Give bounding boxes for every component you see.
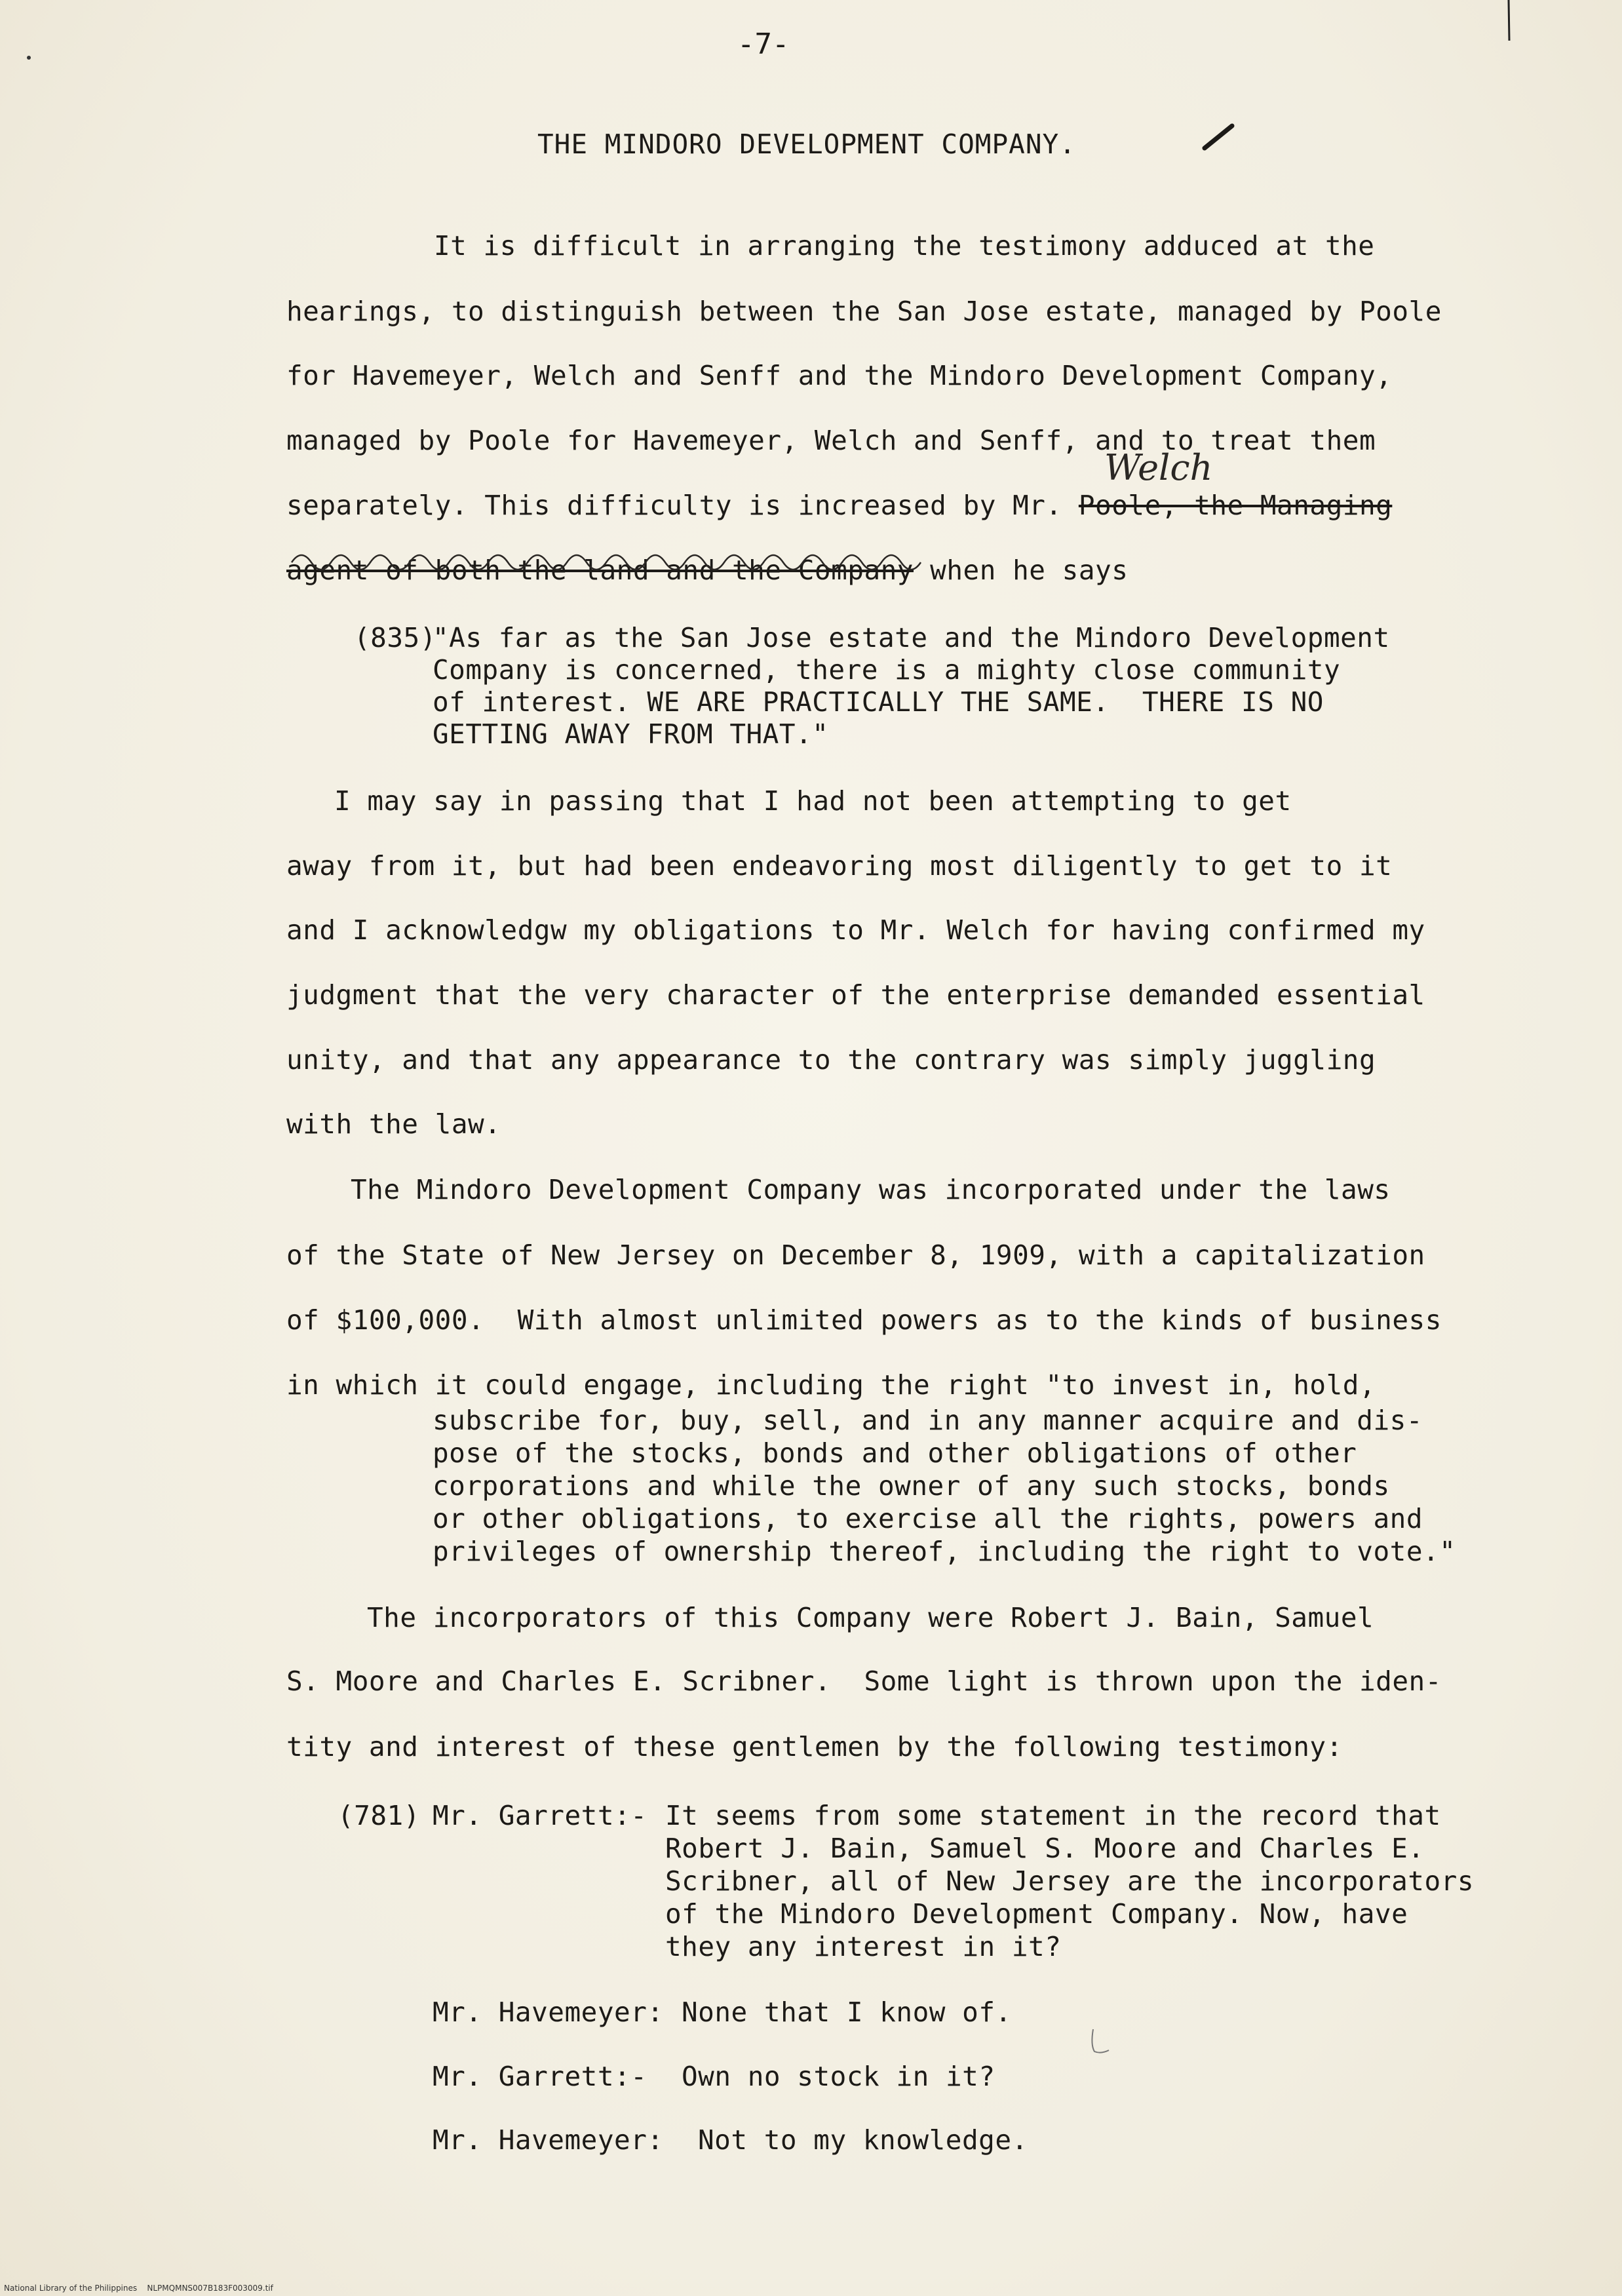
- archive-footer: National Library of the Philippines NLPMQMNS007B183F003009.tif: [4, 2284, 273, 2293]
- para2-line-4: judgment that the very character of the enterprise demanded essential: [286, 979, 1425, 1011]
- para3-line-3: of $100,000. With almost unlimited powers as to the kinds of business: [286, 1304, 1442, 1336]
- testimony-q1-speaker: Mr. Garrett:-: [433, 1800, 647, 1831]
- testimony-q1-line-2: Robert J. Bain, Samuel S. Moore and Charles E.: [665, 1833, 1425, 1864]
- corner-dot: [25, 54, 33, 62]
- quote1-line-4: GETTING AWAY FROM THAT.": [433, 718, 829, 750]
- testimony-q2-text: Own no stock in it?: [682, 2061, 995, 2092]
- page-number: -7-: [737, 28, 790, 61]
- quote1-line-2: Company is concerned, there is a mighty close community: [433, 654, 1341, 686]
- testimony-a2-speaker: Mr. Havemeyer:: [433, 2124, 664, 2156]
- para1-line-6-end: when he says: [914, 555, 1129, 586]
- para3-line-4: in which it could engage, including the right "to invest in, hold,: [286, 1369, 1376, 1401]
- testimony-q1-line-4: of the Mindoro Development Company. Now, have: [665, 1898, 1408, 1930]
- testimony-a2-text: Not to my knowledge.: [698, 2124, 1028, 2156]
- para4-line-1: The incorporators of this Company were Robert J. Bain, Samuel: [367, 1602, 1374, 1633]
- para3-quote-line-3: corporations and while the owner of any such stocks, bonds: [433, 1470, 1390, 1502]
- quote1-line-3: of interest. WE ARE PRACTICALLY THE SAME. THERE IS NO: [433, 686, 1324, 718]
- testimony-q1-line-3: Scribner, all of New Jersey are the incorporators: [665, 1865, 1475, 1897]
- para1-line-5: [286, 489, 1392, 522]
- handwritten-scribble: [288, 543, 931, 575]
- para1-line-1: It is difficult in arranging the testimony adduced at the: [434, 230, 1375, 262]
- para3-quote-line-1: subscribe for, buy, sell, and in any manner acquire and dis-: [433, 1405, 1423, 1436]
- handwritten-welch: Welch: [1104, 447, 1213, 488]
- para4-line-3: tity and interest of these gentlemen by the following testimony:: [286, 1731, 1343, 1762]
- para1-line-4: managed by Poole for Havemeyer, Welch and Senff, and to treat them: [286, 425, 1376, 456]
- para2-line-5: unity, and that any appearance to the contrary was simply juggling: [286, 1044, 1376, 1076]
- para1-line-5-start: separately. This difficulty is increased by Mr.: [286, 490, 1079, 521]
- para2-line-6: with the law.: [286, 1108, 501, 1140]
- testimony-a1-text: None that I know of.: [682, 1996, 1012, 2028]
- para2-line-1: I may say in passing that I had not been attempting to get: [334, 785, 1292, 817]
- para3-quote-line-5: privileges of ownership thereof, including the right to vote.": [433, 1536, 1456, 1567]
- document-title: THE MINDORO DEVELOPMENT COMPANY.: [537, 128, 1076, 160]
- para2-line-2: away from it, but had been endeavoring most diligently to get to it: [286, 850, 1393, 882]
- para3-quote-line-4: or other obligations, to exercise all the rights, powers and: [433, 1503, 1423, 1534]
- testimony-q1-line-5: they any interest in it?: [665, 1931, 1062, 1962]
- para1-line-2: hearings, to distinguish between the San Jose estate, managed by Poole: [286, 296, 1442, 327]
- edge-mark: [1502, 0, 1515, 46]
- para2-line-3: and I acknowledgw my obligations to Mr. Welch for having confirmed my: [286, 914, 1425, 946]
- para1-line-3: for Havemeyer, Welch and Senff and the Mindoro Development Company,: [286, 360, 1393, 391]
- para4-line-2: S. Moore and Charles E. Scribner. Some light is thrown upon the iden-: [286, 1665, 1442, 1697]
- quote1-ref: (835): [354, 622, 436, 653]
- testimony-q1-line-1: It seems from some statement in the record that: [665, 1800, 1441, 1831]
- testimony-ref: (781): [338, 1800, 420, 1831]
- testimony-a1-speaker: Mr. Havemeyer:: [433, 1996, 664, 2028]
- para3-quote-line-2: pose of the stocks, bonds and other obligations of other: [433, 1437, 1357, 1469]
- pencil-mark: [1088, 2025, 1114, 2058]
- struck-text-poole: Poole, the Managing: [1078, 490, 1393, 521]
- para3-line-1: The Mindoro Development Company was incorporated under the laws: [351, 1174, 1391, 1205]
- struck-text-agent: agent of both the land and the Company: [286, 555, 914, 586]
- para3-line-2: of the State of New Jersey on December 8, 1909, with a capitalization: [286, 1239, 1425, 1271]
- testimony-q2-speaker: Mr. Garrett:-: [433, 2061, 647, 2092]
- pen-tick-mark: [1199, 118, 1239, 157]
- quote1-line-1: "As far as the San Jose estate and the Mindoro Development: [433, 622, 1390, 653]
